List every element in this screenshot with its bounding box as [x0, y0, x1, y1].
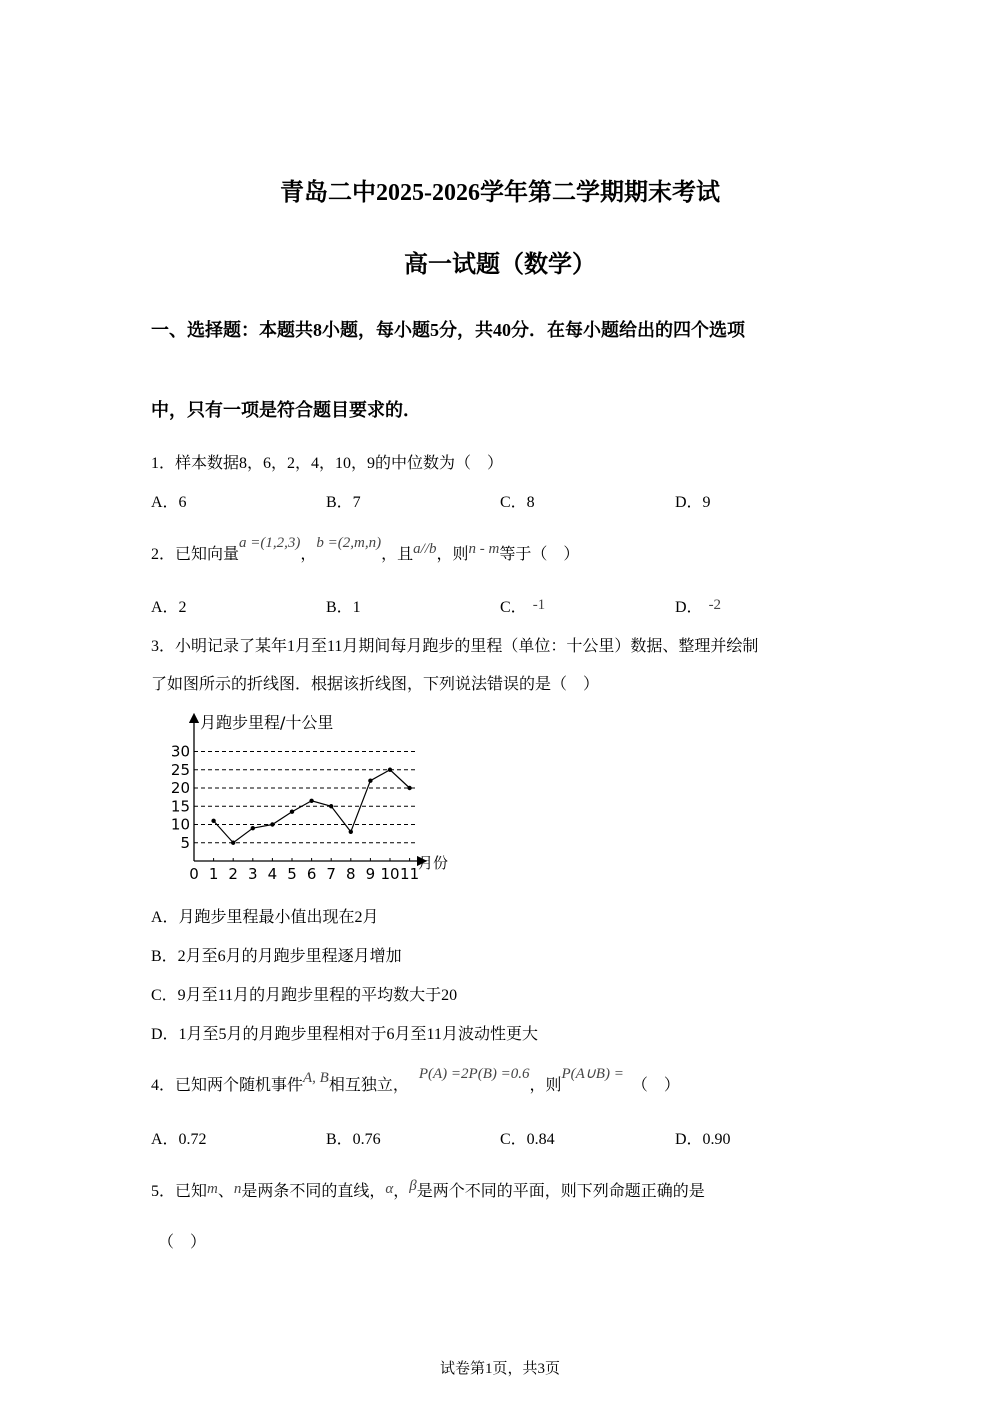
question-2-text [151, 535, 580, 564]
chart-grid [194, 752, 418, 843]
y-tick-labels [171, 743, 190, 852]
q4-then: ，则 [529, 1077, 562, 1094]
page-footer: 试卷第1页，共3页 [439, 1361, 560, 1377]
q5-separator: 、 [217, 1183, 234, 1200]
q2-vector-b: b =(2,m,n) [316, 535, 382, 551]
y-tick-label: 5 [180, 833, 190, 852]
x-tick-label: 3 [248, 865, 258, 880]
data-point [231, 841, 235, 845]
data-point [368, 779, 372, 783]
q1-option-a: A．6 [151, 494, 187, 511]
q5-line-m: m [207, 1181, 218, 1197]
q4-option-d: D．0.90 [675, 1131, 731, 1148]
data-point [211, 819, 215, 823]
x-tick-label: 1 [208, 865, 219, 880]
x-tick-label: 10 [380, 865, 400, 880]
q2-parallel: a//b [413, 541, 437, 557]
question-1-text: 1．样本数据8，6，2，4，10，9的中位数为（ ） [151, 455, 504, 472]
x-tick-label: 7 [326, 865, 336, 880]
q2-comma: ， [300, 546, 317, 563]
data-point [290, 810, 294, 814]
q4-prefix: 4．已知两个随机事件 [151, 1077, 304, 1094]
q5-plane-beta: β [409, 1178, 417, 1194]
q5-mid: 是两条不同的直线， [241, 1183, 386, 1200]
q2-and: ，且 [381, 546, 414, 563]
q2-prefix: 2．已知向量 [151, 546, 240, 563]
y-axis-label: 月跑步里程/十公里 [200, 713, 334, 732]
x-tick-label: 0 [189, 865, 199, 880]
q4-option-c: C．0.84 [500, 1131, 555, 1148]
section-heading-line1: 一、选择题：本题共8小题，每小题5分，共40分．在每小题给出的四个选项 [151, 320, 745, 340]
x-tick-label: 8 [346, 865, 356, 880]
data-point [270, 822, 274, 826]
q1-option-b: B．7 [326, 494, 361, 511]
q4-suffix: （ ） [631, 1077, 680, 1094]
q1-option-c: C．8 [500, 494, 535, 511]
q4-probabilities: P(A) =2P(B) =0.6 [418, 1066, 530, 1082]
data-point [309, 799, 313, 803]
data-point [407, 786, 411, 790]
question-5-text [151, 1178, 705, 1201]
q1-option-d: D．9 [675, 494, 711, 511]
question-3-line1: 3．小明记录了某年1月至11月期间每月跑步的里程（单位：十公里）数据、整理并绘制 [151, 638, 759, 655]
q2-option-d-value: -2 [708, 597, 722, 613]
x-tick-label: 11 [400, 865, 420, 880]
x-tick-label: 5 [287, 865, 297, 880]
data-point [251, 826, 255, 830]
q2-option-a: A．2 [151, 599, 187, 616]
q2-expr: n - m [468, 541, 500, 557]
exam-title: 青岛二中2025-2026学年第二学期期末考试 [280, 180, 720, 206]
q5-answer-paren: （ ） [158, 1234, 207, 1251]
question-4-text [151, 1066, 680, 1095]
running-mileage-line-chart [160, 708, 470, 880]
x-tick-label: 2 [228, 865, 238, 880]
x-tick-label: 9 [365, 865, 376, 880]
x-tick-label: 4 [267, 865, 278, 880]
section-heading-line2: 中，只有一项是符合题目要求的． [151, 400, 421, 420]
y-tick-label: 30 [170, 742, 190, 761]
q2-vector-a: a =(1,2,3) [239, 535, 301, 551]
q3-option-a: A．月跑步里程最小值出现在2月 [151, 909, 379, 926]
q4-option-a: A．0.72 [151, 1131, 207, 1148]
y-tick-label: 10 [170, 815, 190, 834]
y-tick-label: 15 [170, 797, 190, 816]
q3-option-c: C．9月至11月的月跑步里程的平均数大于20 [151, 987, 458, 1004]
q2-option-c-value: -1 [532, 597, 546, 613]
q2-then: ，则 [436, 546, 469, 563]
data-point [329, 804, 333, 808]
q4-events: A, B [303, 1070, 329, 1086]
x-tick-label: 6 [306, 865, 317, 880]
question-3-line2: 了如图所示的折线图．根据该折线图，下列说法错误的是（ ） [151, 676, 600, 693]
q3-option-d: D．1月至5月的月跑步里程相对于6月至11月波动性更大 [151, 1026, 538, 1043]
q4-mid: 相互独立， [328, 1077, 409, 1094]
q2-suffix: 等于（ ） [499, 546, 580, 563]
y-tick-label: 25 [170, 760, 190, 779]
q5-plane-alpha: α [385, 1181, 394, 1197]
series-points [211, 768, 411, 845]
q2-option-c: C． -1 [500, 597, 546, 616]
q5-comma: ， [393, 1183, 410, 1200]
q2-option-b: B．1 [326, 599, 361, 616]
q4-option-b: B．0.76 [326, 1131, 381, 1148]
q5-line-n: n [233, 1181, 242, 1197]
data-point [349, 830, 353, 834]
y-tick-label: 20 [170, 779, 190, 797]
data-point [388, 768, 392, 772]
q5-prefix: 5．已知 [151, 1183, 208, 1200]
q3-option-b: B．2月至6月的月跑步里程逐月增加 [151, 948, 402, 965]
q2-option-d: D． -2 [675, 597, 722, 616]
exam-subtitle: 高一试题（数学） [404, 252, 596, 278]
q4-union: P(A∪B) = [561, 1066, 624, 1082]
q5-suffix: 是两个不同的平面，则下列命题正确的是 [416, 1183, 705, 1200]
x-axis-label: 月份 [418, 854, 449, 872]
